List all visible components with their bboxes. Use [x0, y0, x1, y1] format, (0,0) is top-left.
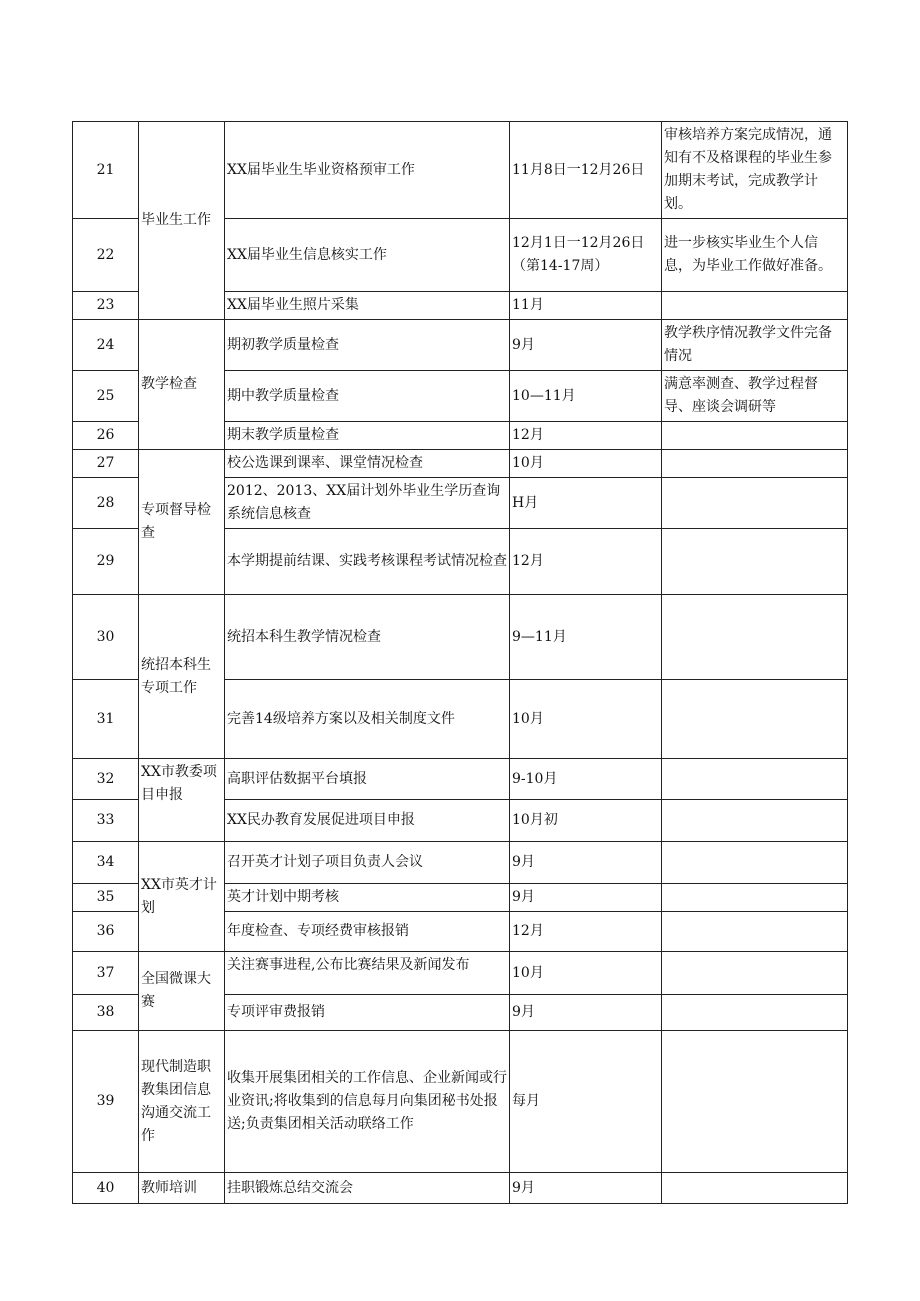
row-number: 36 [73, 912, 139, 952]
category-cell: XX市教委项目申报 [139, 759, 225, 842]
note-cell [662, 422, 848, 450]
item-cell: XX届毕业生信息核实工作 [225, 219, 510, 292]
category-cell: 统招本科生专项工作 [139, 595, 225, 759]
item-cell: 2012、2013、XX届计划外毕业生学历查询系统信息核查 [225, 478, 510, 529]
note-cell: 教学秩序情况教学文件完备情况 [662, 320, 848, 371]
work-plan-table [72, 121, 848, 1204]
note-cell [662, 842, 848, 884]
note-cell [662, 952, 848, 995]
table-row [73, 952, 848, 995]
note-cell [662, 759, 848, 800]
item-cell: 校公选课到课率、课堂情况检查 [225, 450, 510, 478]
time-cell: 9月 [510, 995, 662, 1031]
row-number: 25 [73, 371, 139, 422]
time-cell: 11月 [510, 292, 662, 320]
time-cell: 9月 [510, 1173, 662, 1204]
table-row [73, 450, 848, 478]
item-cell: 本学期提前结课、实践考核课程考试情况检查 [225, 529, 510, 595]
time-cell: 12月1日一12月26日（第14-17周） [510, 219, 662, 292]
time-cell: 9月 [510, 884, 662, 912]
row-number: 38 [73, 995, 139, 1031]
row-number: 21 [73, 122, 139, 219]
time-cell: 9-10月 [510, 759, 662, 800]
time-cell: 每月 [510, 1031, 662, 1173]
category-cell: 毕业生工作 [139, 122, 225, 320]
item-cell: 期末教学质量检查 [225, 422, 510, 450]
time-cell: H月 [510, 478, 662, 529]
note-cell [662, 595, 848, 680]
category-cell: 专项督导检查 [139, 450, 225, 595]
table-row [73, 759, 848, 800]
table-row [73, 1173, 848, 1204]
row-number: 22 [73, 219, 139, 292]
item-cell: 统招本科生教学情况检查 [225, 595, 510, 680]
table-row [73, 122, 848, 219]
time-cell: 9月 [510, 842, 662, 884]
table-row [73, 595, 848, 680]
item-cell: 年度检查、专项经费审核报销 [225, 912, 510, 952]
item-cell: 期中教学质量检查 [225, 371, 510, 422]
row-number: 40 [73, 1173, 139, 1204]
time-cell: 12月 [510, 912, 662, 952]
note-cell: 满意率测查、教学过程督导、座谈会调研等 [662, 371, 848, 422]
item-cell: 完善14级培养方案以及相关制度文件 [225, 680, 510, 759]
note-cell [662, 884, 848, 912]
row-number: 29 [73, 529, 139, 595]
table-row [73, 1031, 848, 1173]
note-cell [662, 912, 848, 952]
row-number: 31 [73, 680, 139, 759]
note-cell: 进一步核实毕业生个人信息，为毕业工作做好准备。 [662, 219, 848, 292]
note-cell: 审核培养方案完成情况，通知有不及格课程的毕业生参加期末考试，完成教学计划。 [662, 122, 848, 219]
note-cell [662, 800, 848, 842]
note-cell [662, 292, 848, 320]
row-number: 27 [73, 450, 139, 478]
item-cell: 高职评估数据平台填报 [225, 759, 510, 800]
row-number: 33 [73, 800, 139, 842]
note-cell [662, 995, 848, 1031]
row-number: 37 [73, 952, 139, 995]
time-cell: 10月 [510, 680, 662, 759]
note-cell [662, 478, 848, 529]
note-cell [662, 450, 848, 478]
category-cell: 教师培训 [139, 1173, 225, 1204]
time-cell: 11月8日一12月26日 [510, 122, 662, 219]
time-cell: 9—11月 [510, 595, 662, 680]
item-cell: 期初教学质量检查 [225, 320, 510, 371]
note-cell [662, 1173, 848, 1204]
item-cell: 召开英才计划子项目负责人会议 [225, 842, 510, 884]
time-cell: 12月 [510, 529, 662, 595]
item-cell: 关注赛事进程,公布比赛结果及新闻发布 [225, 952, 510, 995]
note-cell [662, 529, 848, 595]
note-cell [662, 680, 848, 759]
note-cell [662, 1031, 848, 1173]
category-cell: 全国微课大赛 [139, 952, 225, 1031]
row-number: 26 [73, 422, 139, 450]
time-cell: 10月 [510, 450, 662, 478]
time-cell: 10月 [510, 952, 662, 995]
category-cell: 现代制造职教集团信息沟通交流工作 [139, 1031, 225, 1173]
item-cell: XX届毕业生照片采集 [225, 292, 510, 320]
row-number: 23 [73, 292, 139, 320]
table-row [73, 320, 848, 371]
row-number: 28 [73, 478, 139, 529]
item-cell: 专项评审费报销 [225, 995, 510, 1031]
item-cell: 挂职锻炼总结交流会 [225, 1173, 510, 1204]
time-cell: 9月 [510, 320, 662, 371]
row-number: 32 [73, 759, 139, 800]
row-number: 35 [73, 884, 139, 912]
row-number: 39 [73, 1031, 139, 1173]
row-number: 34 [73, 842, 139, 884]
item-cell: XX民办教育发展促进项目申报 [225, 800, 510, 842]
time-cell: 10月初 [510, 800, 662, 842]
table-row [73, 842, 848, 884]
time-cell: 12月 [510, 422, 662, 450]
item-cell: 收集开展集团相关的工作信息、企业新闻或行业资讯;将收集到的信息每月向集团秘书处报送;负责集团相关活动联络工作 [225, 1031, 510, 1173]
category-cell: XX市英才计划 [139, 842, 225, 952]
row-number: 24 [73, 320, 139, 371]
time-cell: 10—11月 [510, 371, 662, 422]
item-cell: XX届毕业生毕业资格预审工作 [225, 122, 510, 219]
item-cell: 英才计划中期考核 [225, 884, 510, 912]
category-cell: 教学检查 [139, 320, 225, 450]
row-number: 30 [73, 595, 139, 680]
